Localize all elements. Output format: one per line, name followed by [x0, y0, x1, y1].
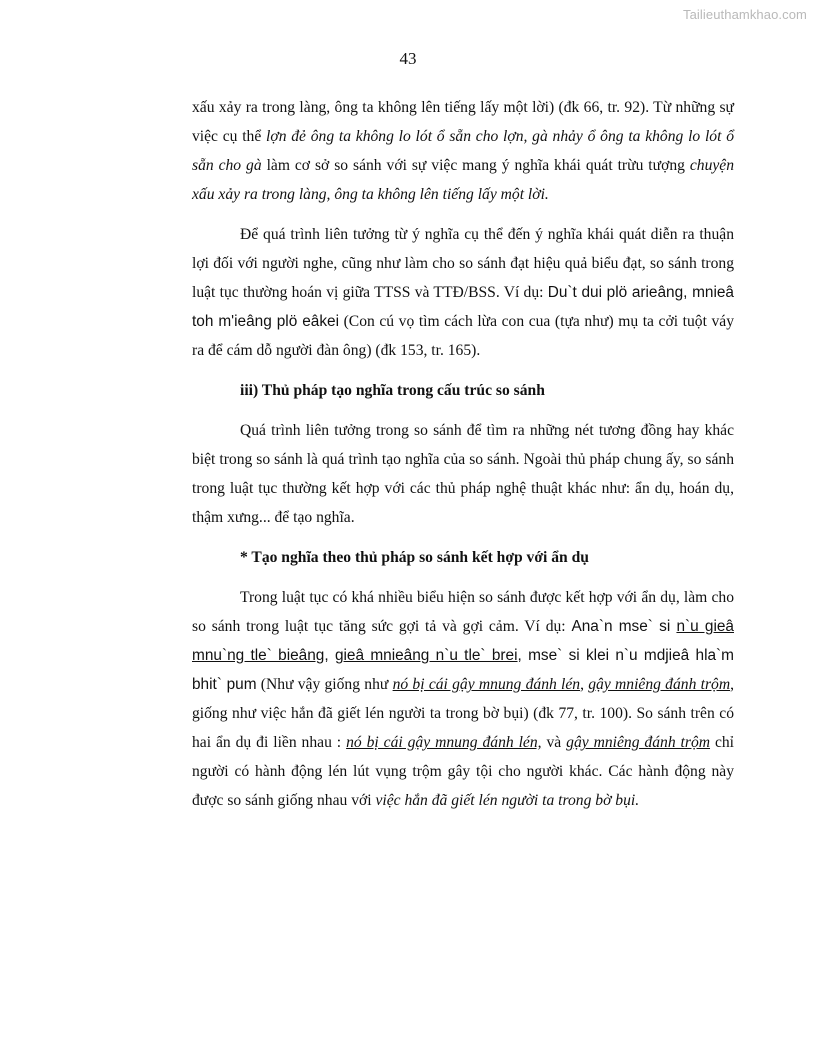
text-run: chỉ người có hành động lén lút vụng trộm gây tội cho người khác. Các hành động này được so sánh giống nhau với: [192, 734, 735, 809]
italic-underlined: nó bị cái gậy mnung đánh lén,: [346, 734, 542, 751]
text-run: Để quá trình liên tưởng từ ý nghĩa cụ thể đến ý nghĩa khái quát diễn ra thuận lợi đối với người nghe, cũng như làm cho so sánh đạt hiệu quả biểu đạt, so sánh trong luật tục thường hoán vị giữa TTSS và TTĐ/BSS. Ví dụ:: [192, 226, 734, 301]
page-number: 43: [399, 49, 417, 68]
italic-underlined: gậy mniêng đánh trộm: [566, 734, 711, 751]
ede-example: Ana`n mse` si: [571, 618, 677, 635]
text-run: (Con cú vọ tìm cách lừa con cua (tựa như) mụ ta cởi tuột váy ra để cám dỗ người đàn ông) (đk 153, tr. 165).: [192, 313, 734, 359]
text-run: , giống như việc hắn đã giết lén người ta trong bờ bụi) (đk 77, tr. 100). So sánh trên có hai ẩn dụ đi liền nhau :: [192, 676, 734, 751]
subsection-heading: * Tạo nghĩa theo thủ pháp so sánh kết hợp với ẩn dụ: [240, 549, 589, 566]
section-heading: iii) Thủ pháp tạo nghĩa trong cấu trúc so sánh: [240, 382, 545, 399]
text-run: làm cơ sở so sánh với sự việc mang ý nghĩa khái quát trừu tượng: [261, 157, 690, 174]
text-run: Trong luật tục có khá nhiều biểu hiện so sánh được kết hợp với ẩn dụ, làm cho so sánh trong luật tục tăng sức gợi tả và gợi cảm. Ví dụ:: [192, 589, 734, 635]
watermark: Tailieuthamkhao.com: [682, 7, 807, 22]
ede-example: Du`t dui plö arieâng, mnieâ toh m'ieâng plö eâkei: [192, 284, 734, 330]
paragraph-permutation: [192, 220, 734, 365]
ede-example: , mse` si klei n`u mdjieâ hla`m bhit` pum: [192, 647, 734, 693]
document-body: [192, 93, 734, 815]
italic-underlined: gậy mniêng đánh trộm: [588, 676, 731, 693]
paragraph-continued: [192, 93, 734, 209]
text-run: và: [541, 734, 567, 751]
text-run: (Như vậy giống như: [256, 676, 393, 693]
ede-example-underlined: n`u gieâ mnu`ng tle` bieâng: [192, 618, 734, 664]
italic-example: lợn đẻ ông ta không lo lót ổ sẵn cho lợn, gà nhảy ổ ông ta không lo lót ổ sẵn cho gà: [192, 128, 734, 174]
text-run: xấu xảy ra trong làng, ông ta không lên tiếng lấy một lời) (đk 66, tr. 92). Từ những sự việc cụ thể: [192, 99, 734, 145]
ede-example: ,: [324, 647, 335, 664]
italic-underlined: nó bị cái gậy mnung đánh lén: [392, 676, 581, 693]
italic-example: chuyện xấu xảy ra trong làng, ông ta không lên tiếng lấy một lời.: [192, 157, 735, 203]
ede-example-underlined: gieâ mnieâng n`u tle` brei: [334, 647, 518, 664]
paragraph-meaning-creation: Quá trình liên tưởng trong so sánh để tìm ra những nét tương đồng hay khác biệt trong so sánh là quá trình tạo nghĩa của so sánh. Ngoài thủ pháp chung ấy, so sánh trong luật tục thường kết hợp với các thủ pháp nghệ thuật khác như: ẩn dụ, hoán dụ, thậm xưng... để tạo nghĩa.: [192, 422, 734, 526]
text-run: ,: [580, 676, 589, 693]
italic-example: việc hắn đã giết lén người ta trong bờ bụi.: [375, 792, 640, 809]
paragraph-metaphor: [192, 583, 734, 815]
